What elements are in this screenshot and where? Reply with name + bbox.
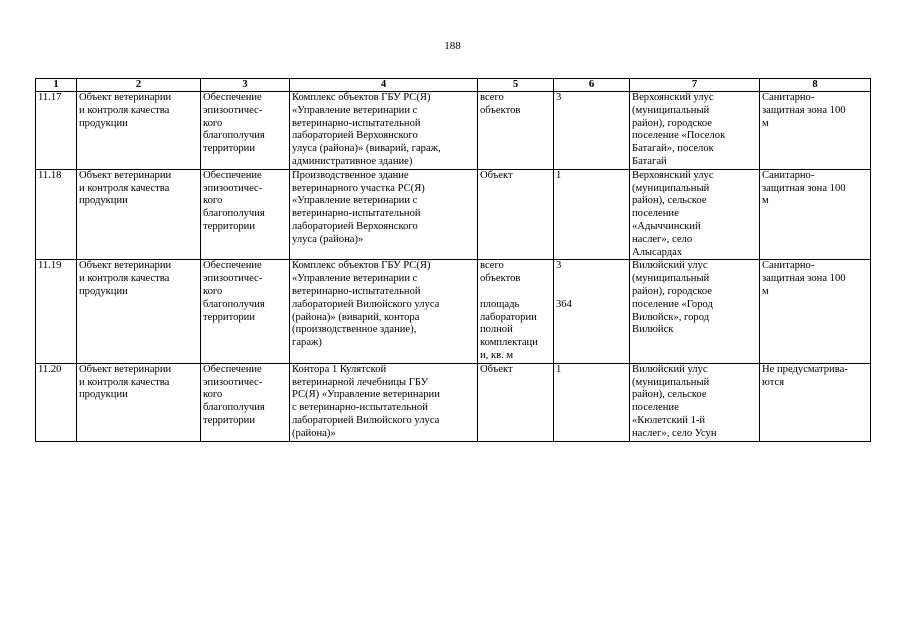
characteristic-cell: всего объектов площадь лаборатории полной комплектаци и, кв. м xyxy=(478,260,554,363)
column-header: 3 xyxy=(201,79,290,92)
row-number-cell: 11.20 xyxy=(36,363,77,441)
table-row xyxy=(36,169,871,260)
zone-cell: Санитарно- защитная зона 100 м xyxy=(760,169,871,260)
purpose-cell: Обеспечение эпизоотичес- кого благополучия территории xyxy=(201,92,290,170)
table-header-row xyxy=(36,79,871,92)
object-type-cell: Объект ветеринарии и контроля качества продукции xyxy=(77,169,201,260)
location-cell: Верхоянский улус (муниципальный район), сельское поселение «Адыччинский наслег», село Алысардах xyxy=(630,169,760,260)
row-number-cell: 11.19 xyxy=(36,260,77,363)
column-header: 6 xyxy=(554,79,630,92)
column-header: 2 xyxy=(77,79,201,92)
table-row xyxy=(36,260,871,363)
table-row xyxy=(36,363,871,441)
column-header: 8 xyxy=(760,79,871,92)
column-header: 5 xyxy=(478,79,554,92)
characteristic-cell: всего объектов xyxy=(478,92,554,170)
location-cell: Вилюйский улус (муниципальный район), городское поселение «Город Вилюйск», город Вилюйск xyxy=(630,260,760,363)
column-header: 4 xyxy=(290,79,478,92)
zone-cell: Санитарно- защитная зона 100 м xyxy=(760,92,871,170)
value-cell: 3 xyxy=(554,92,630,170)
object-name-cell: Контора 1 Кулятской ветеринарной лечебницы ГБУ РС(Я) «Управление ветеринарии с ветеринарно-испытательной лабораторией Вилюйского улуса (района)» xyxy=(290,363,478,441)
purpose-cell: Обеспечение эпизоотичес- кого благополучия территории xyxy=(201,260,290,363)
purpose-cell: Обеспечение эпизоотичес- кого благополучия территории xyxy=(201,169,290,260)
zone-cell: Не предусматрива- ются xyxy=(760,363,871,441)
object-type-cell: Объект ветеринарии и контроля качества продукции xyxy=(77,363,201,441)
value-cell: 1 xyxy=(554,363,630,441)
object-type-cell: Объект ветеринарии и контроля качества продукции xyxy=(77,260,201,363)
characteristic-cell: Объект xyxy=(478,169,554,260)
value-cell: 3 364 xyxy=(554,260,630,363)
object-name-cell: Комплекс объектов ГБУ РС(Я) «Управление ветеринарии с ветеринарно-испытательной лабораторией Вилюйского улуса (района)» (виварий, контора (производственное здание), гараж) xyxy=(290,260,478,363)
object-name-cell: Комплекс объектов ГБУ РС(Я) «Управление ветеринарии с ветеринарно-испытательной лабораторией Верхоянского улуса (района)» (виварий, гараж, административное здание) xyxy=(290,92,478,170)
column-header: 1 xyxy=(36,79,77,92)
value-cell: 1 xyxy=(554,169,630,260)
location-cell: Вилюйский улус (муниципальный район), сельское поселение «Кюлетский 1-й наслег», село Усун xyxy=(630,363,760,441)
row-number-cell: 11.18 xyxy=(36,169,77,260)
object-type-cell: Объект ветеринарии и контроля качества продукции xyxy=(77,92,201,170)
location-cell: Верхоянский улус (муниципальный район), городское поселение «Поселок Батагай», поселок Батагай xyxy=(630,92,760,170)
row-number-cell: 11.17 xyxy=(36,92,77,170)
object-name-cell: Производственное здание ветеринарного участка РС(Я) «Управление ветеринарии с ветеринарно-испытательной лабораторией Верхоянского улуса (района)» xyxy=(290,169,478,260)
table-row xyxy=(36,92,871,170)
column-header: 7 xyxy=(630,79,760,92)
purpose-cell: Обеспечение эпизоотичес- кого благополучия территории xyxy=(201,363,290,441)
zone-cell: Санитарно- защитная зона 100 м xyxy=(760,260,871,363)
page-number: 188 xyxy=(444,40,461,52)
characteristic-cell: Объект xyxy=(478,363,554,441)
registry-table xyxy=(35,78,871,442)
